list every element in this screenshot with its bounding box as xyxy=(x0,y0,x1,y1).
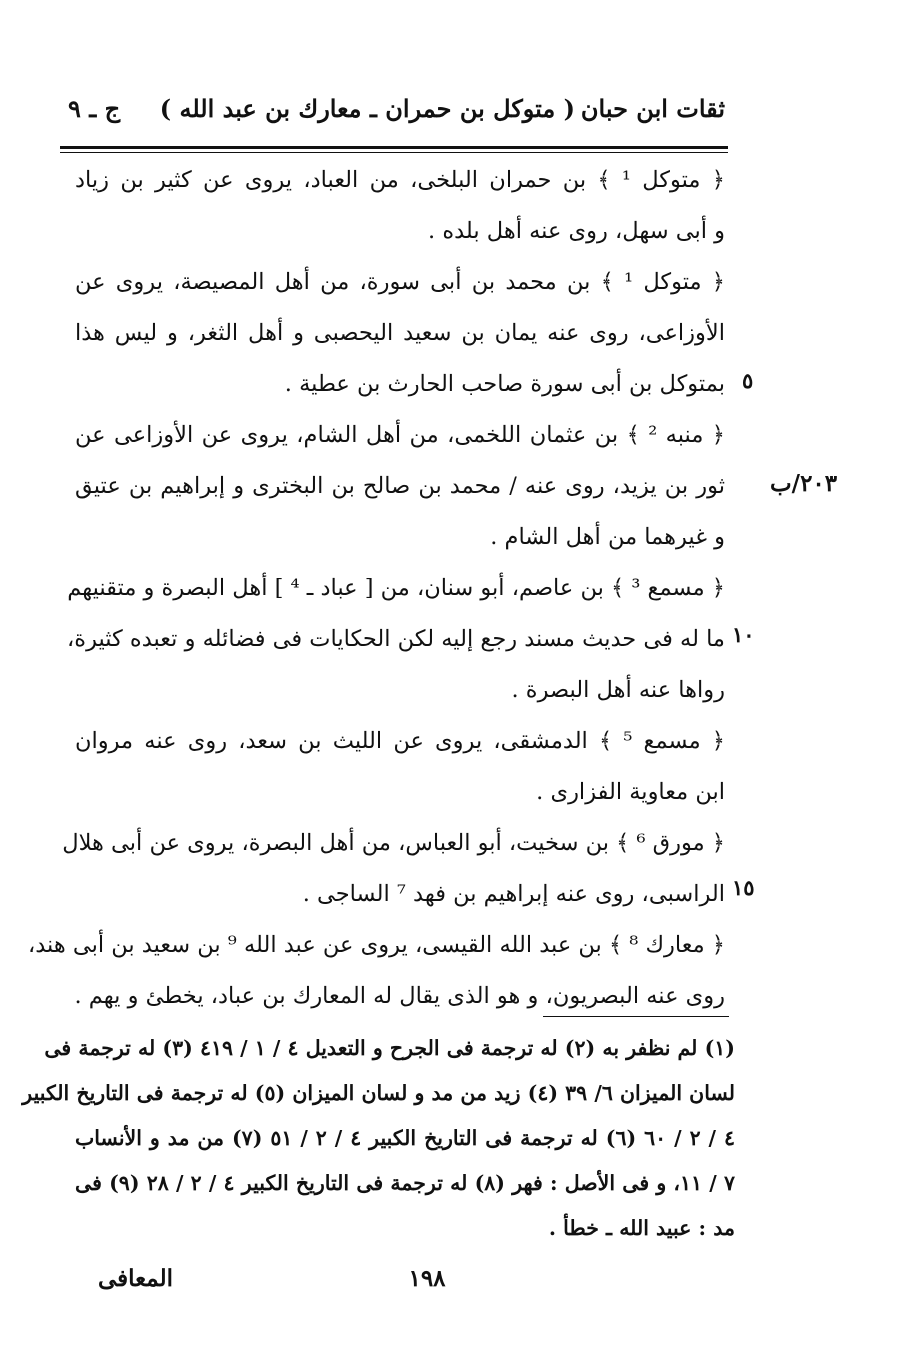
text-line: ﴿ متوكل ¹ ﴾ بن حمران البلخى، من العباد، يروى عن كثير بن زياد xyxy=(75,167,725,193)
main-text xyxy=(27,155,725,1022)
text-line: ابن معاوية الفزارى . xyxy=(536,779,725,805)
text-line: ﴿ منبه ² ﴾ بن عثمان اللخمى، من أهل الشام، يروى عن الأوزاعى عن xyxy=(75,422,725,448)
text-line: رواها عنه أهل البصرة . xyxy=(511,677,725,703)
header-entry-range: ( متوكل بن حمران ـ معارك بن عبد الله ) xyxy=(159,94,575,123)
text-line: ﴿ مورق ⁶ ﴾ بن سخيت، أبو العباس، من أهل البصرة، يروى عن أبى هلال xyxy=(62,830,725,856)
text-line: ﴿ معارك ⁸ ﴾ بن عبد الله القيسى، يروى عن عبد الله ⁹ بن سعيد بن أبى هند، xyxy=(27,932,725,958)
footnote-line: ٤ / ٢ / ٦٠ (٦) له ترجمة فى التاريخ الكبير ٤ / ٢ / ٥١ (٧) من مد و الأنساب xyxy=(75,1126,736,1150)
header-book-title: ثقات ابن حبان xyxy=(580,94,725,123)
manuscript-folio-mark: ٢٠٣/ب xyxy=(770,470,838,497)
text-line: بمتوكل بن أبى سورة صاحب الحارث بن عطية . xyxy=(284,371,725,397)
header-volume: ج ـ ٩ xyxy=(68,94,121,123)
text-line: روى عنه البصريون، و هو الذى يقال له المعارك بن عباد، يخطئ و يهم . xyxy=(74,983,725,1009)
running-header xyxy=(60,88,725,138)
printer-signature: المعافى xyxy=(98,1265,173,1292)
text-line: ثور بن يزيد، روى عنه / محمد بن صالح بن البخترى و إبراهيم بن عتيق xyxy=(75,473,725,499)
footnote-line: ٧ / ١١، و فى الأصل : فهر (٨) له ترجمة فى التاريخ الكبير ٤ / ٢ / ٢٨ (٩) فى xyxy=(75,1171,735,1195)
footnotes xyxy=(22,1026,736,1251)
line-number-10: ١٠ xyxy=(732,622,755,647)
text-line: ﴿ مسمع ³ ﴾ بن عاصم، أبو سنان، من [ عباد ـ ⁴ ] أهل البصرة و متقنيهم xyxy=(67,575,725,601)
footnote-rule xyxy=(543,1016,729,1017)
text-line: ﴿ متوكل ¹ ﴾ بن محمد بن أبى سورة، من أهل المصيصة، يروى عن xyxy=(75,269,725,295)
page-number: ١٩٨ xyxy=(408,1265,446,1292)
text-line: و غيرهما من أهل الشام . xyxy=(490,524,725,550)
text-line: الراسبى، روى عنه إبراهيم بن فهد ⁷ الساجى . xyxy=(302,881,725,907)
line-number-5: ٥ xyxy=(742,368,754,393)
text-line: و أبى سهل، روى عنه أهل بلده . xyxy=(428,218,725,244)
text-line: الأوزاعى، روى عنه يمان بن سعيد اليحصبى و أهل الثغر، و ليس هذا xyxy=(75,320,725,346)
header-double-rule xyxy=(60,146,728,149)
text-line: ﴿ مسمع ⁵ ﴾ الدمشقى، يروى عن الليث بن سعد، روى عنه مروان xyxy=(75,728,725,754)
footnote-line: لسان الميزان ٦/ ٣٩ (٤) زيد من مد و لسان الميزان (٥) له ترجمة فى التاريخ الكبير xyxy=(22,1081,735,1105)
footnote-line: مد : عبيد الله ـ خطأ . xyxy=(548,1216,735,1240)
text-line: ما له فى حديث مسند رجع إليه لكن الحكايات فى فضائله و تعبده كثيرة، xyxy=(67,626,725,652)
footnote-line: (١) لم نظفر به (٢) له ترجمة فى الجرح و التعديل ٤ / ١ / ٤١٩ (٣) له ترجمة فى xyxy=(44,1036,735,1060)
line-number-15: ١٥ xyxy=(732,875,755,900)
